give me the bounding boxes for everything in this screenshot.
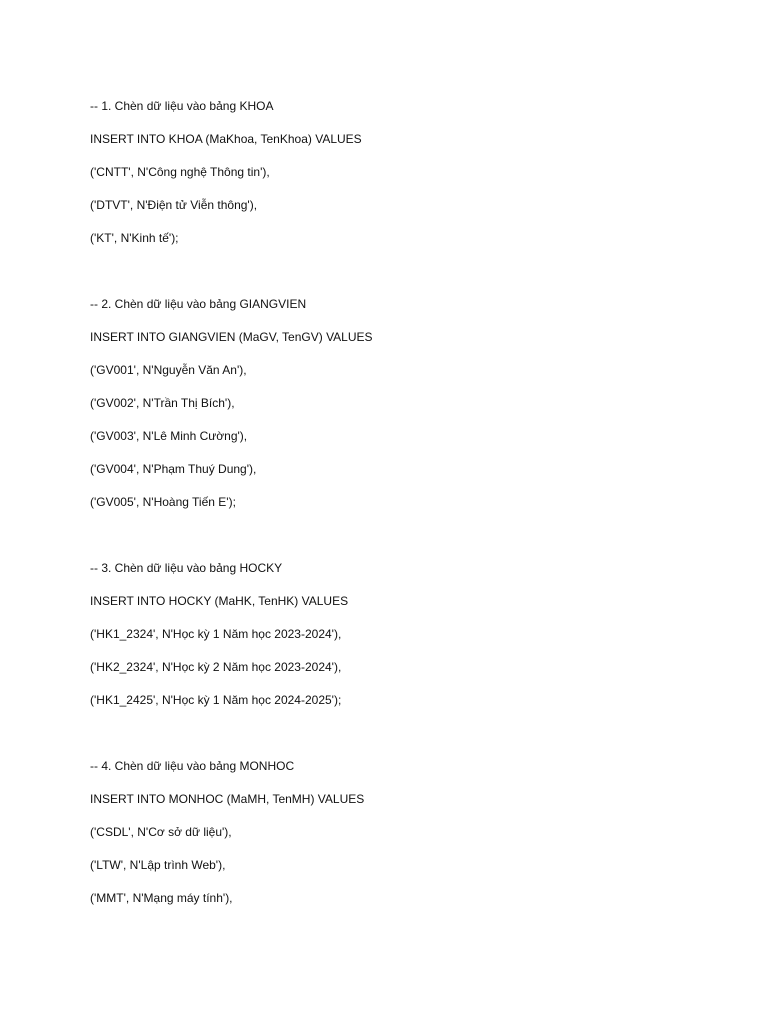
values-row: ('GV001', N'Nguyễn Văn An'), (90, 363, 247, 377)
values-row: ('KT', N'Kinh tế'); (90, 231, 179, 245)
document-body (90, 90, 710, 915)
values-row: ('DTVT', N'Điện tử Viễn thông'), (90, 198, 258, 212)
values-row: ('HK1_2425', N'Học kỳ 1 Năm học 2024-2025'); (90, 693, 342, 707)
section-comment-giangvien: -- 2. Chèn dữ liệu vào bảng GIANGVIEN (90, 297, 307, 311)
values-row: ('LTW', N'Lập trình Web'), (90, 858, 226, 872)
values-row: ('CSDL', N'Cơ sở dữ liệu'), (90, 825, 232, 839)
values-row: ('GV002', N'Trần Thị Bích'), (90, 396, 235, 410)
insert-statement-hocky: INSERT INTO HOCKY (MaHK, TenHK) VALUES (90, 594, 349, 608)
values-row: ('HK1_2324', N'Học kỳ 1 Năm học 2023-2024'), (90, 627, 342, 641)
insert-statement-giangvien: INSERT INTO GIANGVIEN (MaGV, TenGV) VALUES (90, 330, 373, 344)
insert-statement-khoa: INSERT INTO KHOA (MaKhoa, TenKhoa) VALUES (90, 132, 362, 146)
section-comment-monhoc: -- 4. Chèn dữ liệu vào bảng MONHOC (90, 759, 295, 773)
section-comment-khoa: -- 1. Chèn dữ liệu vào bảng KHOA (90, 99, 274, 113)
blank-line (90, 255, 710, 288)
values-row: ('MMT', N'Mạng máy tính'), (90, 891, 233, 905)
values-row: ('HK2_2324', N'Học kỳ 2 Năm học 2023-2024'), (90, 660, 342, 674)
section-comment-hocky: -- 3. Chèn dữ liệu vào bảng HOCKY (90, 561, 283, 575)
values-row: ('GV004', N'Phạm Thuý Dung'), (90, 462, 257, 476)
insert-statement-monhoc: INSERT INTO MONHOC (MaMH, TenMH) VALUES (90, 792, 365, 806)
values-row: ('GV003', N'Lê Minh Cường'), (90, 429, 248, 443)
blank-line (90, 519, 710, 552)
blank-line (90, 717, 710, 750)
values-row: ('CNTT', N'Công nghệ Thông tin'), (90, 165, 270, 179)
values-row: ('GV005', N'Hoàng Tiến E'); (90, 495, 236, 509)
